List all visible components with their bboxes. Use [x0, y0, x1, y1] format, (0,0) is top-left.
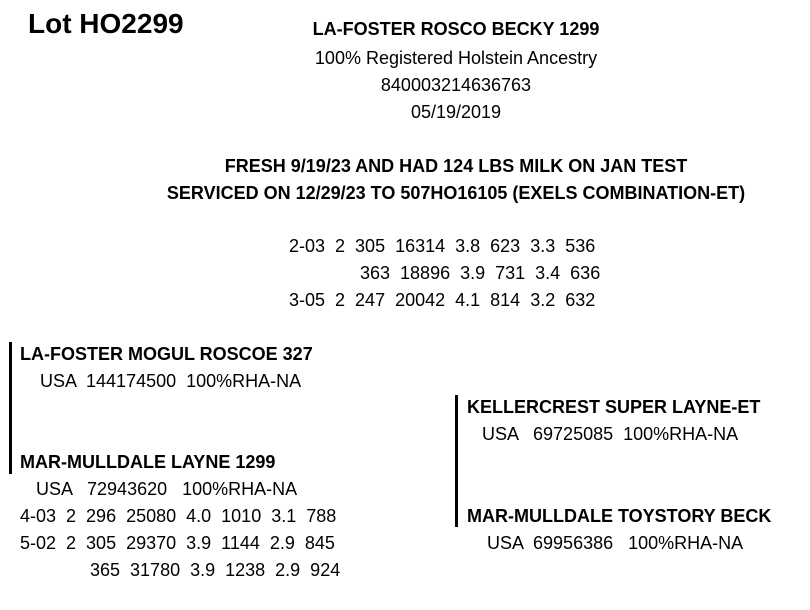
pedigree-bracket-right [455, 395, 458, 527]
dam-name: MAR-MULLDALE LAYNE 1299 [20, 452, 276, 472]
dam-sire-name: KELLERCREST SUPER LAYNE-ET [467, 397, 761, 417]
fresh-note: FRESH 9/19/23 AND HAD 124 LBS MILK ON JAN TEST [224, 156, 688, 176]
service-note: SERVICED ON 12/29/23 TO 507HO16105 (EXELS COMBINATION-ET) [166, 183, 746, 203]
dam-info: USA 72943620 100%RHA-NA [36, 479, 298, 499]
ancestry: 100% Registered Holstein Ancestry [314, 48, 598, 68]
dam-record: 365 31780 3.9 1238 2.9 924 [90, 560, 341, 580]
lot-number: Lot HO2299 [28, 8, 184, 39]
birthdate: 05/19/2019 [410, 102, 502, 122]
dam-sire-info: USA 69725085 100%RHA-NA [482, 424, 739, 444]
production-record: 3-05 2 247 20042 4.1 814 3.2 632 [289, 290, 596, 310]
pedigree-bracket-left [9, 342, 12, 474]
production-record: 363 18896 3.9 731 3.4 636 [360, 263, 601, 283]
dam-dam-name: MAR-MULLDALE TOYSTORY BECK [467, 506, 772, 526]
animal-name: LA-FOSTER ROSCO BECKY 1299 [312, 19, 600, 39]
sire-name: LA-FOSTER MOGUL ROSCOE 327 [20, 344, 313, 364]
dam-dam-info: USA 69956386 100%RHA-NA [487, 533, 744, 553]
dam-record: 4-03 2 296 25080 4.0 1010 3.1 788 [20, 506, 337, 526]
registration-id: 840003214636763 [380, 75, 532, 95]
dam-record: 5-02 2 305 29370 3.9 1144 2.9 845 [20, 533, 335, 553]
production-record: 2-03 2 305 16314 3.8 623 3.3 536 [289, 236, 596, 256]
sire-info: USA 144174500 100%RHA-NA [40, 371, 302, 391]
